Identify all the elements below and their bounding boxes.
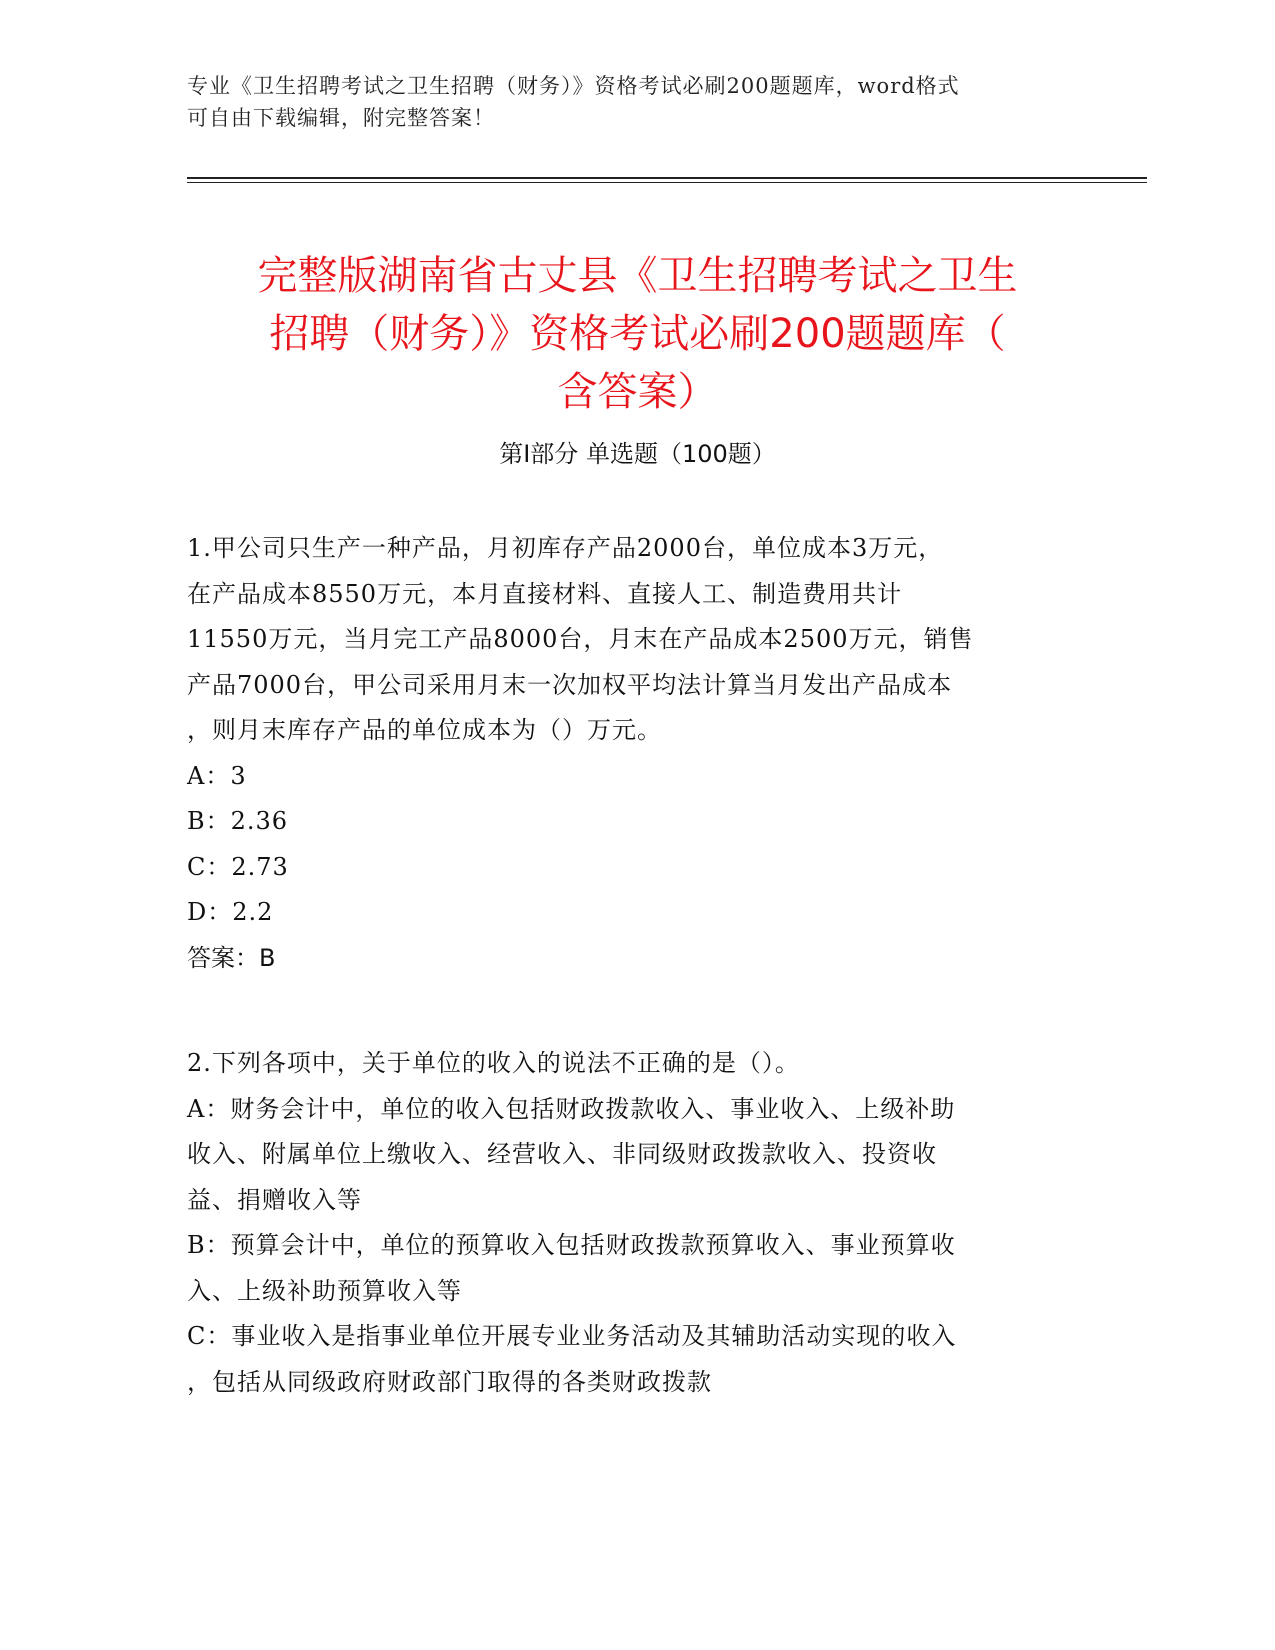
- option-b: 入、上级补助预算收入等: [187, 1276, 462, 1305]
- question-stem: 11550万元，当月完工产品8000台，月末在产品成本2500万元，销售: [187, 625, 974, 653]
- title-line: 含答案）: [557, 368, 718, 415]
- title-line: 完整版湖南省古丈县《卫生招聘考试之卫生: [257, 252, 1018, 299]
- option-c: ，包括从同级政府财政部门取得的各类财政拨款: [187, 1367, 712, 1396]
- question-spacer: [187, 981, 1077, 1041]
- section-heading: 第Ⅰ部分 单选题（100题）: [499, 440, 776, 468]
- question-stem: 产品7000台，甲公司采用月末一次加权平均法计算当月发出产品成本: [187, 670, 953, 699]
- option-a: A：3: [187, 761, 247, 790]
- question-item: [187, 526, 1077, 981]
- question-stem: 2.下列各项中，关于单位的收入的说法不正确的是（）。: [187, 1049, 800, 1077]
- option-a: A：财务会计中，单位的收入包括财政拨款收入、事业收入、上级补助: [187, 1094, 956, 1123]
- title-line: 招聘（财务）》资格考试必刷200题题库（: [269, 310, 1006, 357]
- option-a: 收入、附属单位上缴收入、经营收入、非同级财政拨款收入、投资收: [187, 1140, 937, 1168]
- option-b: B：预算会计中，单位的预算收入包括财政拨款预算收入、事业预算收: [187, 1231, 956, 1259]
- option-d: D：2.2: [187, 898, 274, 926]
- answer-text: 答案：B: [187, 943, 276, 972]
- question-stem: ，则月末库存产品的单位成本为（）万元。: [187, 716, 662, 744]
- question-stem: 1.甲公司只生产一种产品，月初库存产品2000台，单位成本3万元，: [187, 534, 944, 562]
- header-divider: [187, 177, 1147, 183]
- option-c: C：2.73: [187, 852, 289, 881]
- question-item: [187, 1041, 1077, 1405]
- document-title: [190, 247, 1085, 421]
- question-list: [187, 526, 1077, 1405]
- option-b: B：2.36: [187, 807, 289, 835]
- header-note: [187, 70, 1067, 134]
- header-note-line: 专业《卫生招聘考试之卫生招聘（财务）》资格考试必刷200题题库，word格式: [187, 74, 960, 98]
- option-c: C：事业收入是指事业单位开展专业业务活动及其辅助活动实现的收入: [187, 1322, 957, 1350]
- option-a: 益、捐赠收入等: [187, 1185, 362, 1214]
- question-stem: 在产品成本8550万元，本月直接材料、直接人工、制造费用共计: [187, 579, 903, 608]
- header-note-line: 可自由下载编辑，附完整答案！: [187, 106, 495, 130]
